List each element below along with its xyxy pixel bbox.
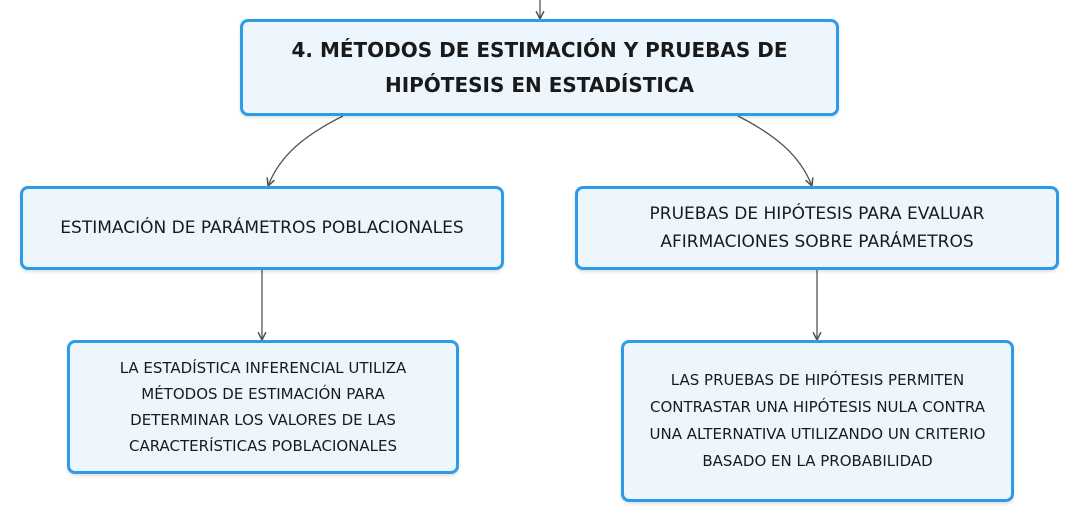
detail-node-pruebas-hipotesis[interactable] <box>621 340 1014 502</box>
branch-label-estimacion: ESTIMACIÓN DE PARÁMETROS POBLACIONALES <box>60 218 464 238</box>
root-topic-label: 4. MÉTODOS DE ESTIMACIÓN Y PRUEBAS DE HIPÓTESIS EN ESTADÍSTICA <box>291 37 788 97</box>
detail-label-pruebas-hipotesis: LAS PRUEBAS DE HIPÓTESIS PERMITEN CONTRASTAR UNA HIPÓTESIS NULA CONTRA UNA ALTERNATIVA UTILIZANDO UN CRITERIO BASADO EN LA PROBABILIDAD <box>649 371 986 470</box>
branch-node-pruebas-hipotesis[interactable] <box>575 186 1059 270</box>
root-topic-node[interactable] <box>240 19 839 116</box>
branch-label-pruebas-hipotesis: PRUEBAS DE HIPÓTESIS PARA EVALUAR AFIRMACIONES SOBRE PARÁMETROS <box>649 204 985 252</box>
detail-node-estimacion[interactable] <box>67 340 459 474</box>
branch-node-estimacion[interactable] <box>20 186 504 270</box>
detail-label-estimacion: LA ESTADÍSTICA INFERENCIAL UTILIZA MÉTODOS DE ESTIMACIÓN PARA DETERMINAR LOS VALORES DE LAS CARACTERÍSTICAS POBLACIONALES <box>119 359 407 455</box>
connector-root-to-left-branch <box>268 116 343 186</box>
connector-root-to-right-branch <box>738 116 812 186</box>
